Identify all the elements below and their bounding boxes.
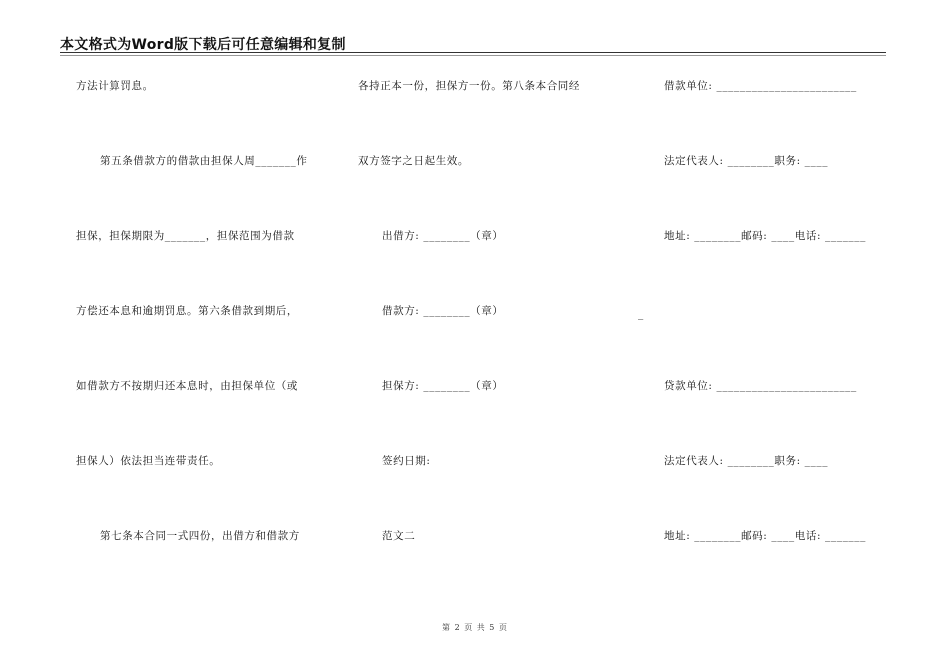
lender-signature-line: 出借方: ________（章） [382, 230, 504, 242]
page-header-title: 本文格式为Word版下载后可任意编辑和复制 [60, 37, 346, 53]
left-line-6: 担保人）依法担当连带责任。 [76, 455, 221, 467]
left-line-3: 担保，担保期限为_______，担保范围为借款 [76, 230, 295, 242]
borrower-signature-line: 借款方: ________（章） [382, 305, 504, 317]
left-line-2: 第五条借款方的借款由担保人周_______作 [100, 155, 308, 167]
lending-unit-line: 贷款单位: ________________________ [664, 380, 857, 392]
left-line-7: 第七条本合同一式四份，出借方和借款方 [100, 530, 300, 542]
sample-two-heading: 范文二 [382, 530, 416, 542]
signing-date-line: 签约日期: [382, 455, 431, 467]
borrowing-unit-line: 借款单位: ________________________ [664, 80, 857, 92]
middle-line-1: 各持正本一份，担保方一份。第八条本合同经 [358, 80, 580, 92]
left-line-5: 如借款方不按期归还本息时，由担保单位（或 [76, 380, 298, 392]
header-rule-thin [60, 55, 886, 56]
borrower-address-line: 地址: ________邮码: ____电话: _______ [664, 230, 866, 242]
borrower-legal-rep-line: 法定代表人: ________职务: ____ [664, 155, 829, 167]
lender-legal-rep-line: 法定代表人: ________职务: ____ [664, 455, 829, 467]
left-line-4: 方偿还本息和逾期罚息。第六条借款到期后， [76, 305, 298, 317]
left-line-1: 方法计算罚息。 [76, 80, 154, 92]
middle-line-2: 双方签字之日起生效。 [358, 155, 469, 167]
stray-underscore-mark: _ [638, 308, 644, 320]
guarantor-signature-line: 担保方: ________（章） [382, 380, 504, 392]
header-rule [60, 52, 886, 53]
page-footer: 第 2 页 共 5 页 [442, 623, 508, 632]
lender-address-line: 地址: ________邮码: ____电话: _______ [664, 530, 866, 542]
